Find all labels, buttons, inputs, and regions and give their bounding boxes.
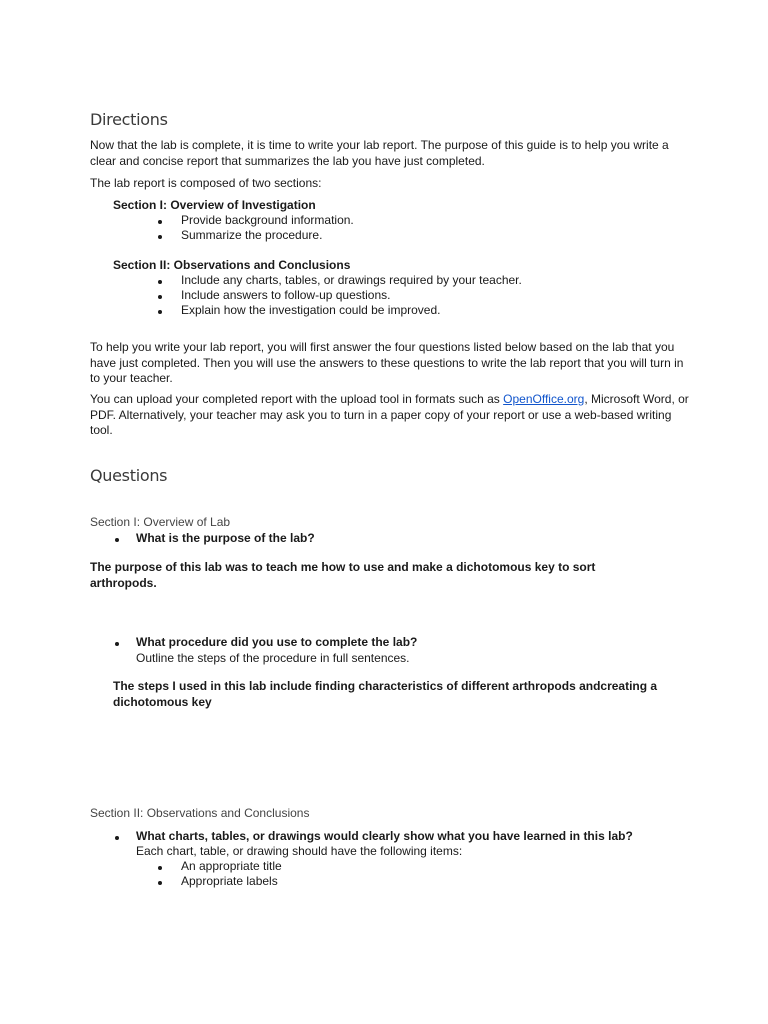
section2-item: Explain how the investigation could be improved.: [181, 303, 441, 317]
question-3-hint: Each chart, table, or drawing should have the following items:: [136, 844, 463, 858]
bullet-icon: [158, 881, 162, 885]
help-text: To help you write your lab report, you will first answer the four questions listed below based on the lab that you have just completed. Then you will use the answers to these questions to write the lab report that you will turn in to your teacher.: [90, 340, 684, 385]
directions-heading: Directions: [90, 110, 168, 129]
bullet-icon: [158, 310, 162, 314]
upload-text-pre: You can upload your completed report with the upload tool in formats such as: [90, 392, 504, 406]
section1-item: Provide background information.: [181, 213, 354, 227]
upload-text: [90, 392, 690, 439]
answer-1: The purpose of this lab was to teach me how to use and make a dichotomous key to sort arthropods.: [90, 560, 596, 590]
upload-text-post: , Microsoft Word, or PDF. Alternatively, your teacher may ask you to turn in a paper copy of your report or use a web-based writing tool.: [90, 392, 689, 437]
section2-item: Include any charts, tables, or drawings required by your teacher.: [181, 273, 522, 287]
section1-title: Section I: Overview of Investigation: [113, 198, 316, 212]
composed-text: The lab report is composed of two sections:: [90, 176, 322, 190]
section2-item: Include answers to follow-up questions.: [181, 288, 391, 302]
questions-section2-title: Section II: Observations and Conclusions: [90, 806, 310, 820]
question-2-hint: Outline the steps of the procedure in full sentences.: [136, 651, 410, 665]
question-3-item: Appropriate labels: [181, 874, 278, 888]
question-2: What procedure did you use to complete the lab?: [136, 635, 418, 649]
bullet-icon: [115, 836, 119, 840]
bullet-icon: [158, 280, 162, 284]
bullet-icon: [158, 220, 162, 224]
bullet-icon: [158, 235, 162, 239]
bullet-icon: [115, 538, 119, 542]
bullet-icon: [115, 642, 119, 646]
question-1: What is the purpose of the lab?: [136, 531, 315, 545]
answer-2: The steps I used in this lab include finding characteristics of different arthropods andcreating a dichotomous key: [113, 679, 658, 709]
question-3-item: An appropriate title: [181, 859, 282, 873]
questions-heading: Questions: [90, 466, 168, 485]
openoffice-link[interactable]: OpenOffice.org: [503, 392, 585, 406]
bullet-icon: [158, 866, 162, 870]
section2-title: Section II: Observations and Conclusions: [113, 258, 351, 272]
questions-section1-title: Section I: Overview of Lab: [90, 515, 231, 529]
section1-item: Summarize the procedure.: [181, 228, 323, 242]
bullet-icon: [158, 295, 162, 299]
question-3: What charts, tables, or drawings would clearly show what you have learned in this lab?: [136, 829, 633, 843]
directions-intro: Now that the lab is complete, it is time to write your lab report. The purpose of this guide is to help you write a clear and concise report that summarizes the lab you have just completed.: [90, 138, 669, 168]
